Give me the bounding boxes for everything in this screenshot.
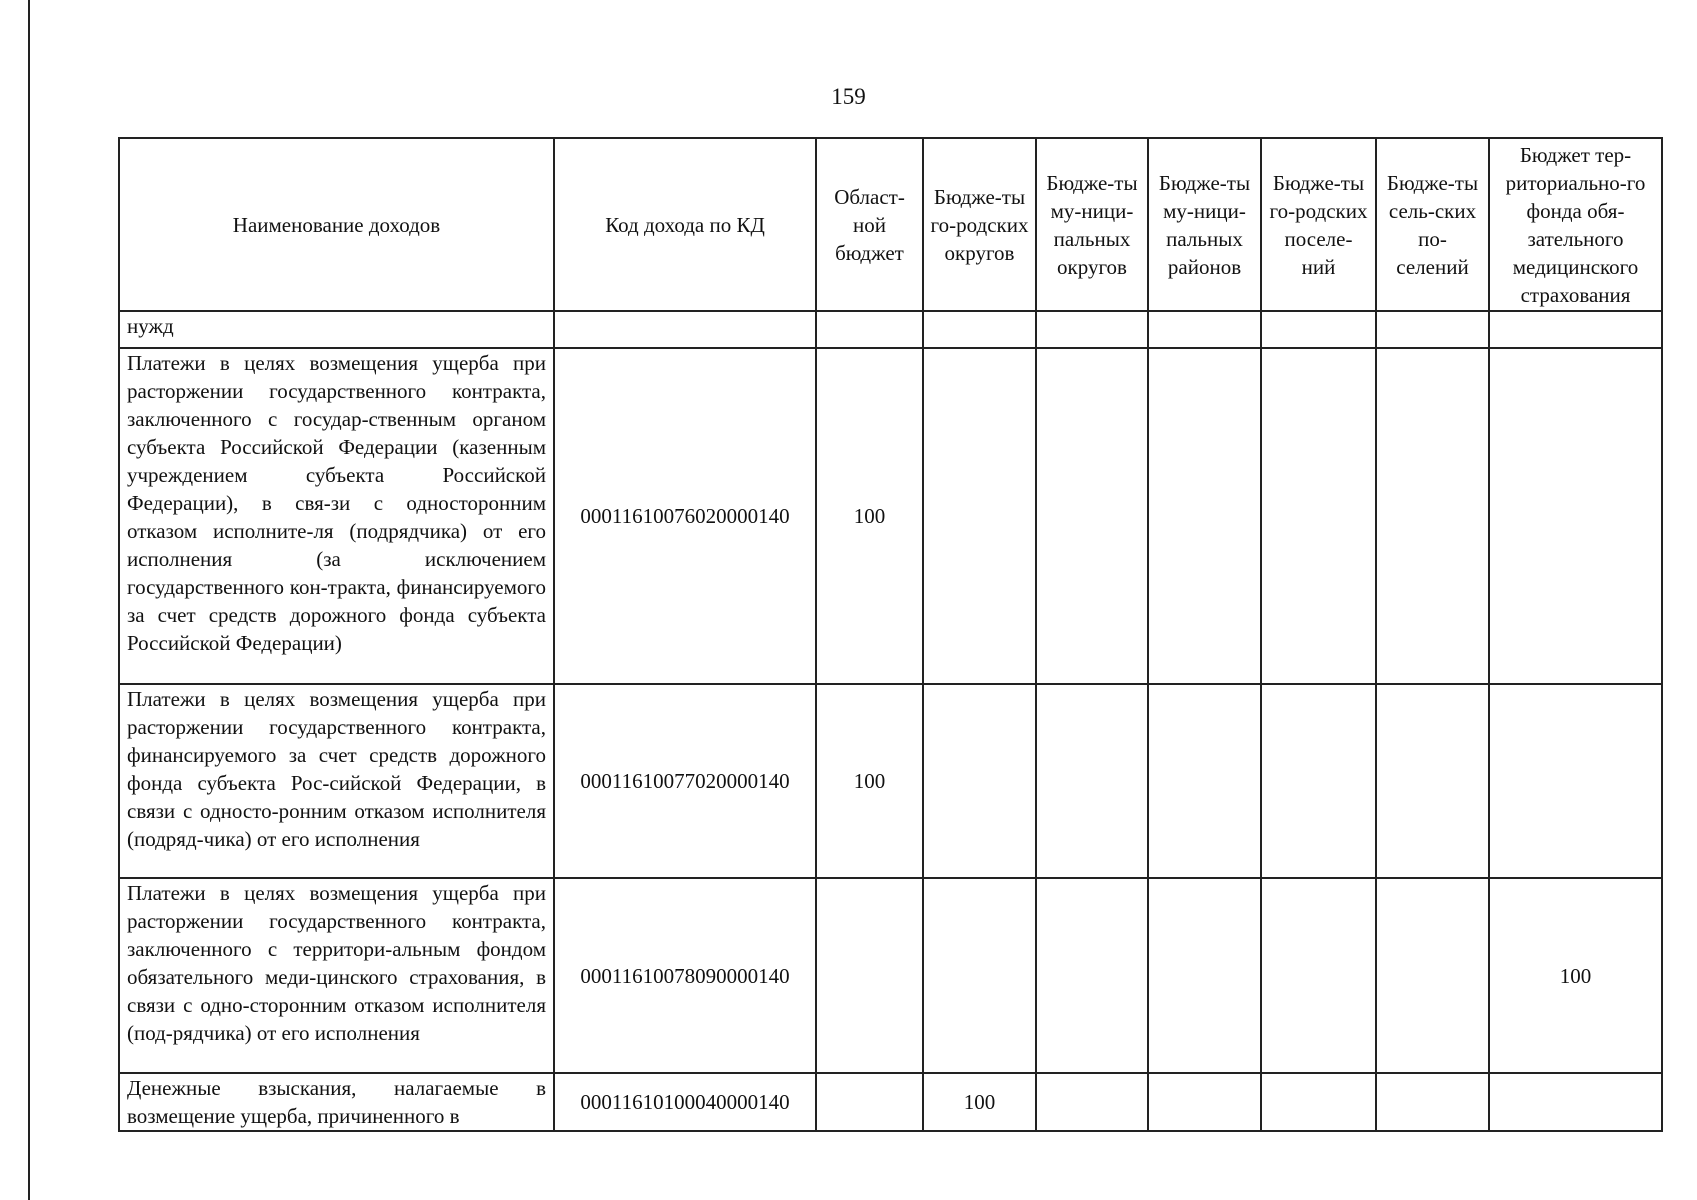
revenue-code: 00011610077020000140 (554, 684, 816, 878)
municipal-okrugs-value (1036, 684, 1148, 878)
page-number: 159 (831, 84, 866, 109)
rural-settlements-value (1376, 311, 1489, 348)
municipal-okrugs-value (1036, 878, 1148, 1073)
urban-settlements-value (1261, 878, 1376, 1073)
revenue-name: Платежи в целях возмещения ущерба при расторжении государственного контракта, финансируемого за счет средств дорожного фонда субъекта Рос-сийской Федерации, в связи с односто-ронним отказом исполнителя (подряд-чика) от его исполнения (119, 684, 554, 878)
revenue-name: Платежи в целях возмещения ущерба при расторжении государственного контракта, заключенного с государ-ственным органом субъекта Российской Федерации (казенным учреждением субъекта Российской Федерации), в свя-зи с односторонним отказом исполните-ля (подрядчика) от его исполнения (за исключением государственного кон-тракта, финансируемого за счет средств дорожного фонда субъекта Российской Федерации) (119, 348, 554, 684)
header-revenue-code: Код дохода по КД (554, 138, 816, 311)
municipal-okrugs-value (1036, 348, 1148, 684)
rural-settlements-value (1376, 878, 1489, 1073)
header-municipal-okrugs: Бюдже-ты му-ници-пальных округов (1036, 138, 1148, 311)
revenue-name: Денежные взыскания, налагаемые в возмещение ущерба, причиненного в (119, 1073, 554, 1131)
page-margin-line (28, 0, 30, 1200)
header-territorial-fund: Бюджет тер-риториально-го фонда обя-зательного медицинского страхования (1489, 138, 1662, 311)
revenue-distribution-table (118, 137, 1663, 1132)
header-urban-settlements: Бюдже-ты го-родских поселе-ний (1261, 138, 1376, 311)
rural-settlements-value (1376, 684, 1489, 878)
table-row (119, 311, 1662, 348)
table-header-row (119, 138, 1662, 311)
revenue-code: 00011610076020000140 (554, 348, 816, 684)
revenue-name: Платежи в целях возмещения ущерба при расторжении государственного контракта, заключенного с территори-альным фондом обязательного меди-цинского страхования, в связи с одно-сторонним отказом исполнителя (под-рядчика) от его исполнения (119, 878, 554, 1073)
city-districts-value (923, 348, 1036, 684)
city-districts-value: 100 (923, 1073, 1036, 1131)
regional-budget-value: 100 (816, 684, 923, 878)
territorial-fund-value: 100 (1489, 878, 1662, 1073)
table-row (119, 878, 1662, 1073)
urban-settlements-value (1261, 1073, 1376, 1131)
urban-settlements-value (1261, 348, 1376, 684)
municipal-okrugs-value (1036, 311, 1148, 348)
header-municipal-districts: Бюдже-ты му-ници-пальных районов (1148, 138, 1261, 311)
city-districts-value (923, 311, 1036, 348)
territorial-fund-value (1489, 1073, 1662, 1131)
territorial-fund-value (1489, 348, 1662, 684)
city-districts-value (923, 878, 1036, 1073)
urban-settlements-value (1261, 311, 1376, 348)
territorial-fund-value (1489, 684, 1662, 878)
revenue-name: нужд (119, 311, 554, 348)
municipal-districts-value (1148, 348, 1261, 684)
municipal-districts-value (1148, 1073, 1261, 1131)
regional-budget-value (816, 1073, 923, 1131)
territorial-fund-value (1489, 311, 1662, 348)
city-districts-value (923, 684, 1036, 878)
table-row (119, 1073, 1662, 1131)
regional-budget-value (816, 878, 923, 1073)
revenue-code (554, 311, 816, 348)
header-city-districts: Бюдже-ты го-родских округов (923, 138, 1036, 311)
revenue-code: 00011610078090000140 (554, 878, 816, 1073)
header-rural-settlements: Бюдже-ты сель-ских по-селений (1376, 138, 1489, 311)
rural-settlements-value (1376, 1073, 1489, 1131)
header-regional-budget: Област-ной бюджет (816, 138, 923, 311)
municipal-districts-value (1148, 684, 1261, 878)
revenue-code: 00011610100040000140 (554, 1073, 816, 1131)
urban-settlements-value (1261, 684, 1376, 878)
municipal-okrugs-value (1036, 1073, 1148, 1131)
rural-settlements-value (1376, 348, 1489, 684)
table-row (119, 684, 1662, 878)
header-revenue-name: Наименование доходов (119, 138, 554, 311)
municipal-districts-value (1148, 311, 1261, 348)
regional-budget-value (816, 311, 923, 348)
table-row (119, 348, 1662, 684)
municipal-districts-value (1148, 878, 1261, 1073)
regional-budget-value: 100 (816, 348, 923, 684)
